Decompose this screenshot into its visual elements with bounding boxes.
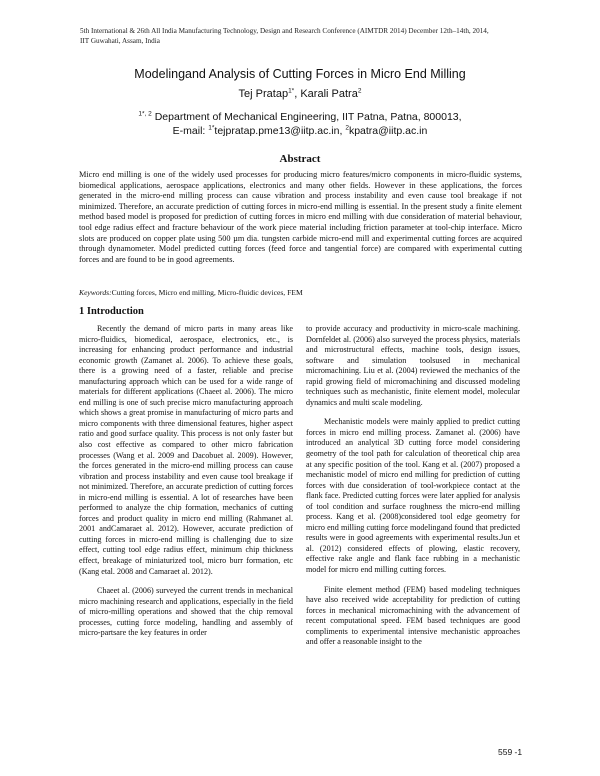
conference-line-2: IIT Guwahati, Assam, India — [80, 37, 160, 45]
email-label: E-mail: — [172, 125, 209, 137]
authors — [0, 88, 600, 100]
email-line — [0, 124, 600, 138]
author-2: Karali Patra — [300, 88, 358, 100]
paragraph: Finite element method (FEM) based modeling techniques have also received wide acceptability for prediction of cutting forces in mechanical micromachining with the advancement of recent computational speed. FEM based techniques are good compliments to experimental intensive mechanistic approaches and offer a reasonable insight to the — [306, 584, 520, 647]
paragraph: Chaeet al. (2006) surveyed the current trends in mechanical micro machining research and applications, especially in the field of micro-milling operations and showed that the chip removal processes, cutting force modeling, handling and assembly of micro-partsare the key features in order — [79, 586, 293, 638]
paragraph: Mechanistic models were mainly applied to predict cutting forces in micro end milling process. Zamanet al. (2006) have introduced an analytical 3D cutting force model considering geometry of the tool path for calculation of theoretical chip area at any specific position of the tool. Kang et al. (2007) proposed a mechanistic model of micro end milling for prediction of cutting forces with due consideration of tool-workpiece contact at the flank face. Predicted cutting forces were later applied for analysis of tool condition and surface roughness the micro-end milling process. Kang et al. (2008)considered tool edge geometry for micro end milling cutting force modelingand found that predicted results were in good agreements with experimental results.Jun et al. (2012) considered effects of plowing, elastic recovery, effective rake angle and flank face rubbing in a mechanistic model for micro end milling cutting forces. — [306, 417, 520, 575]
author-separator: , — [294, 88, 301, 100]
section-heading: 1 Introduction — [79, 306, 144, 317]
email-1-sup: 1* — [208, 124, 215, 132]
author-1-sup: 1* — [288, 87, 295, 95]
author-2-sup: 2 — [357, 87, 362, 95]
affiliation-line — [0, 110, 600, 124]
left-column — [79, 324, 293, 648]
affiliation-block — [0, 110, 600, 138]
email-2-sup: 2 — [345, 124, 349, 132]
affiliation-sup: 1*, 2 — [138, 110, 152, 118]
author-1: Tej Pratap — [238, 88, 289, 100]
right-column — [306, 324, 520, 657]
email-1[interactable]: tejpratap.pme13@iitp.ac.in — [214, 125, 340, 137]
abstract-text: Micro end milling is one of the widely used processes for producing micro features/micro components in micro-fluidic systems, biomedical applications, aerospace applications, electronics and many other fields. However in these applications, the forces generated in the micro-end milling process can cause vibration and process instability and even cause tool breakage if not minimized. Therefore, an accurate prediction of cutting forces in micro-end milling is essential. In the present study a finite element method based model is proposed for prediction of cutting forces in micro end milling with due consideration of material behaviour, tool edge radius effect and fracture behaviour of the work piece material including friction parameter at tool-chip interface. Micro slots are produced on copper plate using 500 µm dia. tungsten carbide micro-end mill and experimental cutting forces are acquired through dynamometer. Model predicted cutting forces (feed force and tangential force) are compared with experimental cutting forces and are found to be in good agreements. — [79, 170, 522, 264]
page-number: 559 -1 — [498, 747, 523, 757]
paragraph: Recently the demand of micro parts in many areas like micro-fluidics, biomedical, aerospace, electronics, etc., is increasing for enhancing product performance and industrial economic growth (Zamanet al. 2006). To achieve these goals, there is a growing need of a faster, reliable and precise manufacturing approach which can be used for a wide range of materials for different applications (Chaeet al. 2006). The micro end milling is one of such precise micro manufacturing approach which shows a great promise in manufacturing of micro parts and micro components with three dimensional features, higher aspect ratio and good surface quality. This process is not only faster but also cost effective as compared to other micro fabrication processes (Wang et al. 2009 and Dacobuet al. 2009). However, the forces generated in the micro-end milling process can cause vibration and process instability and even cause tool breakage if not minimized. Therefore, an accurate prediction of cutting forces in micro-end milling is essential. A lot of researches have been performed to analyze the chip formation, mechanics of cutting forces and product quality in micro end milling (Rahmanet al. 2001 andCamaraet al. 2012). However, accurate prediction of cutting forces in micro-end milling is challenging due to size effect, cutting tool edge radius effect, minimum chip thickness effect, breakage of miniaturized tool, micro burr formation, etc (Kang etal. 2008 and Camaraet al. 2012). — [79, 324, 293, 576]
conference-header — [80, 26, 530, 46]
conference-line-1: 5th International & 26th All India Manufacturing Technology, Design and Research Conference (AIMTDR 2014) December 12th–14th, 2014, — [80, 27, 489, 35]
paragraph: to provide accuracy and productivity in micro-scale machining. Dornfeldet al. (2006) also surveyed the process physics, materials and microstructural effects, machine tools, design issues, software and simulation toolsused in mechanical micromachining. Liu et al. (2004) reviewed the mechanics of the rapid growing field of micromachining and discussed modeling techniques such as mechanistic, finite element model, molecular dynamics and multi scale modeling. — [306, 324, 520, 407]
keywords — [79, 288, 522, 298]
abstract-heading: Abstract — [279, 153, 321, 165]
keywords-list: Cutting forces, Micro end milling, Micro-fluidic devices, FEM — [111, 288, 303, 297]
paper-title: Modelingand Analysis of Cutting Forces in Micro End Milling — [134, 67, 466, 81]
email-2[interactable]: kpatra@iitp.ac.in — [348, 125, 428, 137]
keywords-label: Keywords: — [79, 288, 112, 297]
affiliation: Department of Mechanical Engineering, IIT Patna, Patna, 800013, — [154, 111, 462, 123]
email-separator: , — [339, 125, 346, 137]
